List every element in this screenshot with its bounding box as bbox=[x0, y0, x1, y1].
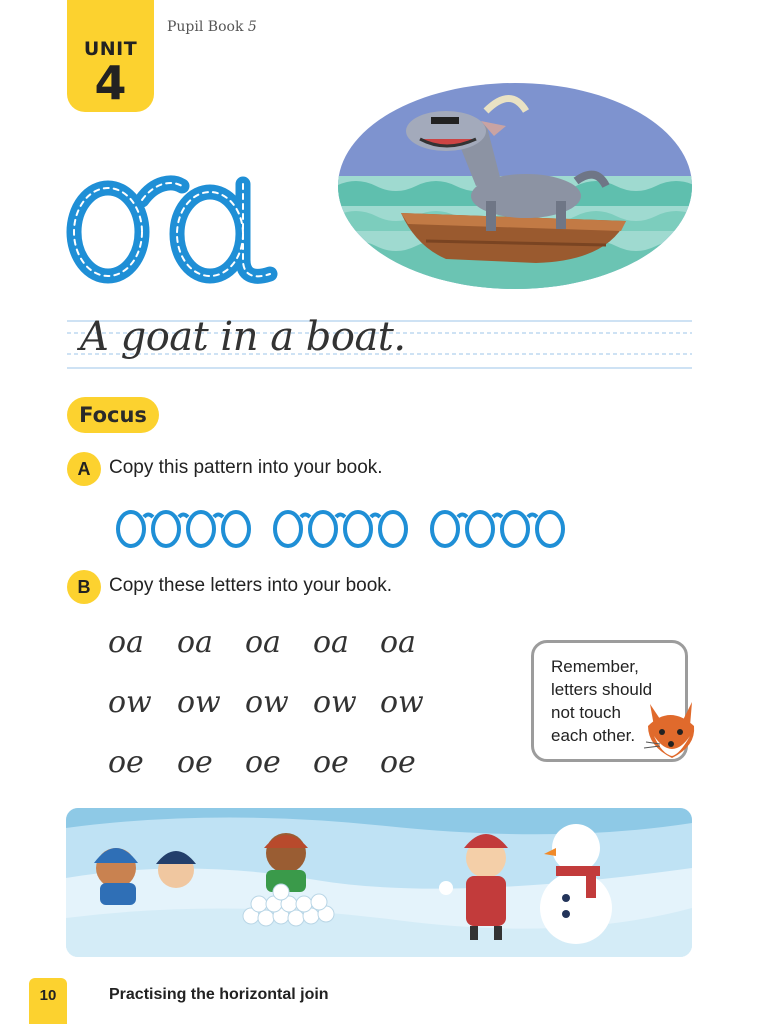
letter-pair: ow bbox=[313, 685, 357, 720]
activity-a-marker: A bbox=[67, 452, 101, 486]
goat-in-boat-illustration bbox=[336, 81, 694, 295]
letter-pair: ow bbox=[245, 685, 289, 720]
book-label: Pupil Book bbox=[167, 19, 244, 35]
letter-pair: ow bbox=[380, 685, 424, 720]
tip-line: Remember, bbox=[551, 657, 639, 676]
letter-pair: oe bbox=[108, 745, 144, 780]
book-number: 5 bbox=[247, 19, 257, 35]
unit-number: 4 bbox=[94, 56, 127, 110]
fox-mascot-icon bbox=[640, 696, 702, 768]
hero-letters bbox=[60, 160, 290, 294]
page-number: 10 bbox=[29, 978, 67, 1024]
letter-pair: oa bbox=[108, 625, 144, 660]
letter-pair: oe bbox=[245, 745, 281, 780]
letter-pair: oa bbox=[380, 625, 416, 660]
letter-pair: oe bbox=[313, 745, 349, 780]
pattern-group-1 bbox=[118, 512, 249, 546]
pattern-group-2 bbox=[275, 512, 406, 546]
tip-text bbox=[551, 655, 652, 747]
focus-badge: Focus bbox=[67, 397, 159, 433]
pattern-group-3 bbox=[432, 512, 563, 546]
activity-b-instruction: Copy these letters into your book. bbox=[109, 575, 393, 596]
goat-in-boat-image bbox=[336, 81, 694, 291]
snow-play-illustration bbox=[66, 808, 692, 961]
loop-pattern-graphic bbox=[110, 505, 580, 553]
unit-label: UNIT bbox=[83, 38, 138, 60]
fox-mascot-graphic bbox=[640, 696, 702, 764]
activity-b-marker: B bbox=[67, 570, 101, 604]
letter-pair: ow bbox=[177, 685, 221, 720]
unit-tab bbox=[67, 0, 154, 112]
snow-play-image bbox=[66, 808, 692, 957]
letter-pair: oe bbox=[380, 745, 416, 780]
letter-pair: oa bbox=[313, 625, 349, 660]
loop-pattern bbox=[110, 505, 580, 557]
model-sentence: A goat in a boat. bbox=[80, 314, 406, 360]
letter-pair: oe bbox=[177, 745, 213, 780]
tip-line: each other. bbox=[551, 726, 636, 745]
book-reference bbox=[167, 19, 257, 35]
letter-pair: oa bbox=[245, 625, 281, 660]
letter-pair: ow bbox=[108, 685, 152, 720]
activity-a-instruction: Copy this pattern into your book. bbox=[109, 457, 383, 478]
footer-title: Practising the horizontal join bbox=[109, 986, 329, 1003]
tip-line: letters should bbox=[551, 680, 653, 699]
hero-letters-graphic bbox=[60, 160, 290, 290]
tip-line: not touch bbox=[551, 703, 621, 722]
letter-pair: oa bbox=[177, 625, 213, 660]
